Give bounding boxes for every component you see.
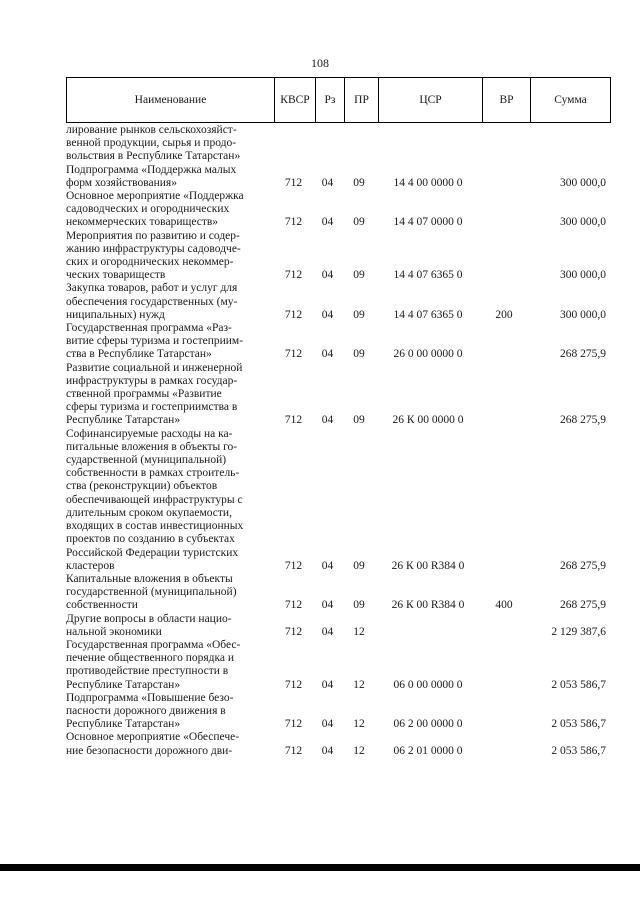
row-rz: 04 [321, 176, 334, 189]
row-sum: 2 053 586,7 [551, 744, 606, 757]
row-sum: 268 275,9 [560, 599, 606, 612]
row-sum: 268 275,9 [560, 348, 606, 361]
row-name: Другие вопросы в области нацио- нальной экономики [66, 612, 232, 638]
row-sum: 2 053 586,7 [551, 678, 606, 691]
row-csr: 26 0 00 0000 0 [393, 348, 463, 361]
row-kvsr: 712 [284, 625, 303, 638]
row-vr: 200 [495, 308, 513, 321]
table-row [66, 731, 611, 757]
row-csr: 26 К 00 0000 0 [392, 414, 464, 427]
row-sum: 268 275,9 [560, 414, 606, 427]
row-kvsr: 712 [284, 414, 303, 427]
row-sum: 300 000,0 [560, 176, 606, 189]
row-csr: 06 2 01 0000 0 [393, 744, 463, 757]
row-pr: 12 [353, 625, 365, 638]
row-rz: 04 [321, 718, 334, 731]
row-name: Подпрограмма «Повышение безо- пасности дорожного движения в Республике Татарстан» [66, 691, 234, 731]
table-row [66, 428, 611, 573]
row-pr: 09 [353, 308, 365, 321]
row-name: Софинансируемые расходы на ка- питальные вложения в объекты го- сударственной (муниципальной) собственности в рамках строитель- ства (реконструкции) объектов обеспечивающей инфраструктуры с длительным сроком окупаемости, входящих в состав инвестиционных проектов по созданию в субъектах Российской Федерации туристских кластеров [66, 427, 244, 572]
row-rz: 04 [321, 269, 334, 282]
row-name: Капитальные вложения в объекты государственной (муниципальной) собственности [66, 572, 237, 612]
row-rz: 04 [321, 348, 334, 361]
row-name: Государственная программа «Раз- витие сферы туризма и гостеприим- ства в Республике Татарстан» [66, 322, 244, 361]
header-kvsr: КВСР [274, 78, 315, 122]
row-csr: 06 0 00 0000 0 [393, 678, 463, 691]
row-kvsr: 712 [284, 348, 303, 361]
row-pr: 09 [353, 176, 365, 189]
table-row [66, 124, 611, 164]
row-name: Подпрограмма «Поддержка малых форм хозяйствования» [66, 163, 237, 189]
row-pr: 09 [353, 559, 365, 572]
row-pr: 12 [353, 678, 365, 691]
row-rz: 04 [321, 414, 334, 427]
table-row [66, 190, 611, 230]
header-pr: ПР [344, 78, 378, 122]
table-row [66, 639, 611, 692]
row-rz: 04 [321, 559, 334, 572]
table-row [66, 230, 611, 283]
table-row [66, 573, 611, 613]
row-kvsr: 712 [284, 599, 303, 612]
table-row [66, 362, 611, 428]
row-name: лирование рынков сельскохозяйст- венной продукции, сырья и продо- вольствия в Республике Татарстан» [66, 124, 241, 163]
row-name: Мероприятия по развитию и содер- жанию инфраструктуры садоводче- ских и огороднических некоммер- ческих товариществ [66, 229, 241, 282]
table-row [66, 692, 611, 732]
table-row [66, 322, 611, 362]
table-body [66, 124, 611, 758]
row-kvsr: 712 [284, 559, 303, 572]
header-vr: ВР [482, 78, 530, 122]
page-number: 108 [311, 56, 329, 70]
row-name: Государственная программа «Обес- печение общественного порядка и противодействие преступности в Республике Татарстан» [66, 638, 241, 691]
row-pr: 09 [353, 216, 365, 229]
row-kvsr: 712 [284, 216, 303, 229]
row-pr: 09 [353, 414, 365, 427]
row-name: Основное мероприятие «Поддержка садоводческих и огороднических некоммерческих товариществ» [66, 190, 244, 229]
row-kvsr: 712 [284, 678, 303, 691]
row-sum: 300 000,0 [560, 269, 606, 282]
row-sum: 2 129 387,6 [551, 625, 606, 638]
row-rz: 04 [321, 599, 334, 612]
header-name: Наименование [134, 94, 207, 106]
row-csr: 14 4 07 6365 0 [393, 269, 463, 282]
bottom-bar [0, 864, 640, 871]
row-csr: 14 4 07 6365 0 [393, 308, 463, 321]
row-sum: 268 275,9 [560, 559, 606, 572]
table-row [66, 282, 611, 322]
row-vr: 400 [495, 599, 513, 612]
header-csr: ЦСР [378, 78, 482, 122]
row-kvsr: 712 [284, 269, 303, 282]
row-csr: 06 2 00 0000 0 [393, 718, 463, 731]
row-rz: 04 [321, 216, 334, 229]
row-pr: 09 [353, 348, 365, 361]
table-row [66, 164, 611, 190]
row-sum: 300 000,0 [560, 308, 606, 321]
row-pr: 12 [353, 744, 365, 757]
row-sum: 2 053 586,7 [551, 718, 606, 731]
row-name: Закупка товаров, работ и услуг для обеспечения государственных (му- ниципальных) нужд [66, 282, 238, 321]
row-csr: 14 4 07 0000 0 [393, 216, 463, 229]
row-rz: 04 [321, 744, 334, 757]
row-sum: 300 000,0 [560, 216, 606, 229]
row-kvsr: 712 [284, 718, 303, 731]
row-pr: 09 [353, 599, 365, 612]
row-csr: 26 К 00 R384 0 [391, 559, 465, 572]
row-rz: 04 [321, 678, 334, 691]
row-name: Основное мероприятие «Обеспече- ние безопасности дорожного дви- [66, 731, 240, 757]
row-kvsr: 712 [284, 308, 303, 321]
row-csr: 14 4 00 0000 0 [393, 176, 463, 189]
header-rz: Рз [315, 78, 344, 122]
row-kvsr: 712 [284, 744, 303, 757]
row-pr: 12 [353, 718, 365, 731]
table-header [66, 77, 611, 123]
row-kvsr: 712 [284, 176, 303, 189]
table-row [66, 613, 611, 639]
row-name: Развитие социальной и инженерной инфраструктуры в рамках государ- ственной программы «Развитие сферы туризма и гостеприимства в Республике Татарстан» [66, 361, 243, 427]
row-rz: 04 [321, 625, 334, 638]
row-pr: 09 [353, 269, 365, 282]
row-rz: 04 [321, 308, 334, 321]
row-csr: 26 К 00 R384 0 [391, 599, 465, 612]
header-sum: Сумма [530, 78, 610, 122]
